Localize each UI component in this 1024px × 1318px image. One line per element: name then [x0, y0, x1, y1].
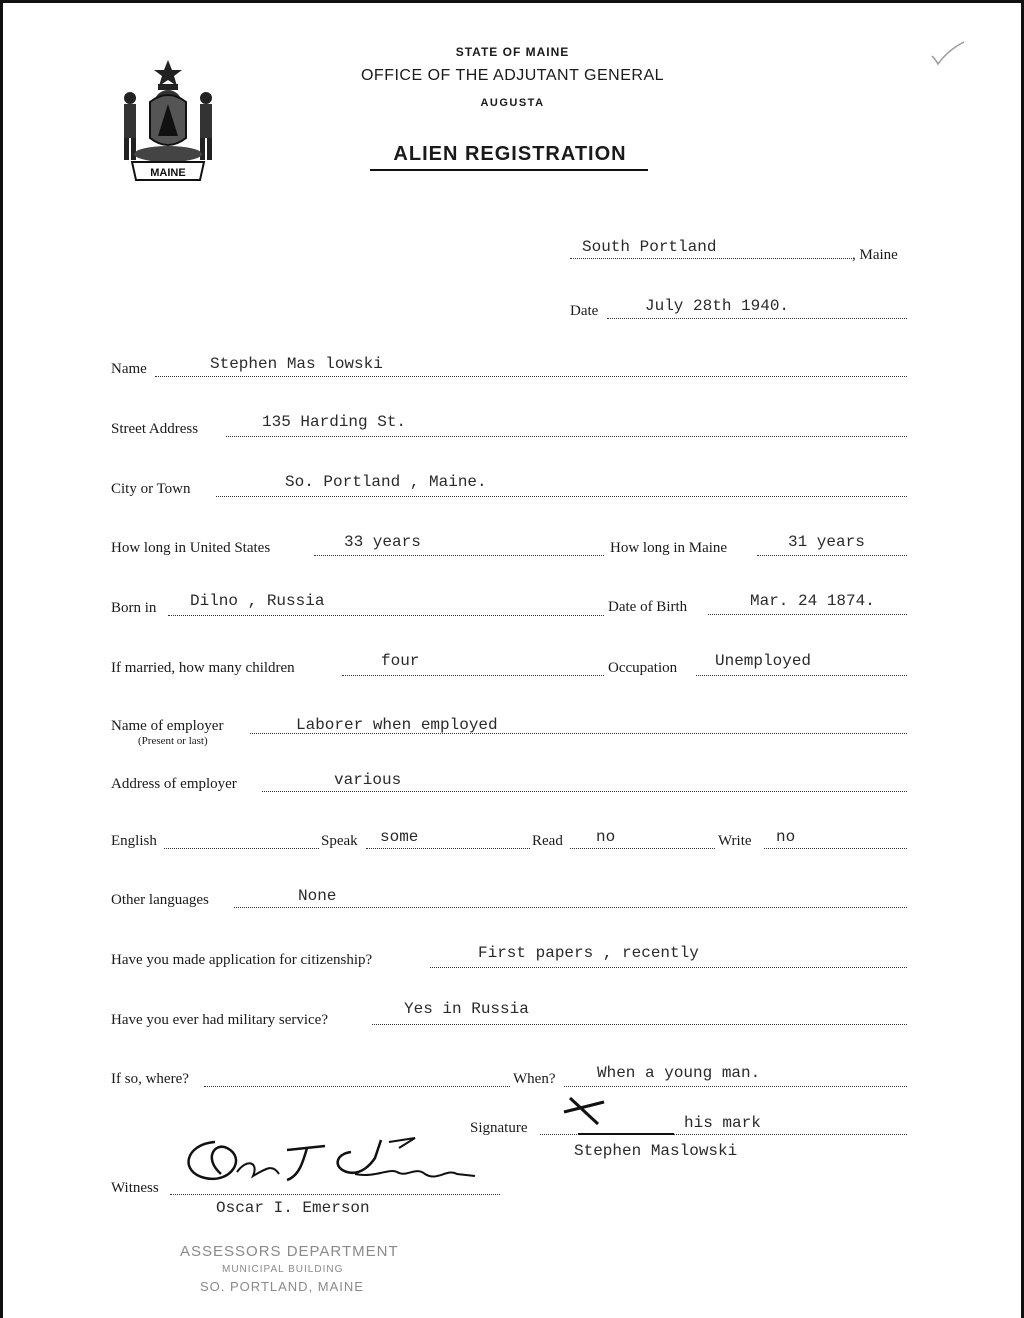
- employer-name-value[interactable]: Laborer when employed: [296, 716, 498, 734]
- street-address-line: [226, 436, 907, 437]
- date-line: [607, 318, 907, 319]
- street-address-value[interactable]: 135 Harding St.: [262, 413, 407, 431]
- signature-x-mark-icon[interactable]: [560, 1090, 610, 1130]
- write-label: Write: [718, 833, 752, 849]
- witness-name: Oscar I. Emerson: [216, 1199, 370, 1217]
- maine-state-seal-icon: [112, 58, 224, 186]
- other-languages-label: Other languages: [111, 892, 209, 908]
- children-label: If married, how many children: [111, 660, 295, 676]
- scan-border-left: [0, 0, 3, 1318]
- born-in-value[interactable]: Dilno , Russia: [190, 592, 325, 610]
- occupation-line: [696, 675, 907, 676]
- name-label: Name: [111, 361, 147, 377]
- occupation-value[interactable]: Unemployed: [715, 652, 812, 670]
- signature-mark-underline: [578, 1133, 674, 1135]
- write-line: [764, 848, 907, 849]
- check-mark-icon: [928, 38, 968, 68]
- city-line: [216, 496, 907, 497]
- when-label: When?: [513, 1071, 556, 1087]
- city-value[interactable]: So. Portland , Maine.: [285, 473, 487, 491]
- speak-value[interactable]: some: [380, 828, 419, 846]
- other-languages-line: [234, 907, 907, 908]
- stamp-line-1: ASSESSORS DEPARTMENT: [180, 1243, 399, 1260]
- location-state-label: , Maine: [852, 247, 898, 263]
- how-long-maine-label: How long in Maine: [610, 540, 728, 556]
- read-label: Read: [532, 833, 563, 849]
- born-in-line: [168, 615, 604, 616]
- date-of-birth-line: [708, 614, 907, 615]
- date-of-birth-label: Date of Birth: [608, 599, 688, 615]
- speak-label: Speak: [321, 833, 358, 849]
- location-line: [570, 258, 852, 259]
- how-long-maine-value[interactable]: 31 years: [788, 533, 865, 551]
- citizenship-line: [430, 967, 907, 968]
- where-line: [204, 1086, 510, 1087]
- english-line: [164, 848, 319, 849]
- employer-address-label: Address of employer: [111, 776, 237, 792]
- how-long-us-line: [314, 555, 604, 556]
- born-in-label: Born in: [111, 600, 157, 616]
- signature-name: Stephen Maslowski: [574, 1142, 738, 1160]
- form-title: ALIEN REGISTRATION: [393, 143, 627, 165]
- witness-signature-icon[interactable]: [175, 1128, 485, 1198]
- scan-border-top: [0, 0, 1024, 3]
- date-value[interactable]: July 28th 1940.: [645, 297, 790, 315]
- header-office: OFFICE OF THE ADJUTANT GENERAL: [360, 67, 665, 84]
- where-label: If so, where?: [111, 1071, 189, 1087]
- when-value[interactable]: When a young man.: [597, 1064, 761, 1082]
- date-label: Date: [570, 303, 599, 319]
- seal-banner-text: MAINE: [150, 167, 186, 179]
- date-of-birth-value[interactable]: Mar. 24 1874.: [750, 592, 875, 610]
- employer-name-label: Name of employer: [111, 718, 224, 734]
- children-value[interactable]: four: [381, 652, 420, 670]
- city-label: City or Town: [111, 481, 191, 497]
- signature-label: Signature: [470, 1120, 528, 1136]
- name-line: [155, 376, 907, 377]
- military-line: [372, 1024, 907, 1025]
- read-line: [570, 848, 715, 849]
- citizenship-label: Have you made application for citizenship?: [111, 952, 373, 968]
- stamp-line-2: MUNICIPAL BUILDING: [222, 1264, 344, 1275]
- other-languages-value[interactable]: None: [298, 887, 337, 905]
- occupation-label: Occupation: [608, 660, 678, 676]
- citizenship-value[interactable]: First papers , recently: [478, 944, 699, 962]
- witness-label: Witness: [111, 1180, 159, 1196]
- header-city: AUGUSTA: [480, 97, 545, 109]
- speak-line: [366, 848, 530, 849]
- military-value[interactable]: Yes in Russia: [404, 1000, 529, 1018]
- stamp-line-3: SO. PORTLAND, MAINE: [200, 1279, 364, 1294]
- read-value[interactable]: no: [596, 828, 616, 846]
- employer-name-sublabel: (Present or last): [138, 735, 208, 747]
- when-line: [564, 1086, 907, 1087]
- location-town-value[interactable]: South Portland: [582, 238, 717, 256]
- write-value[interactable]: no: [776, 828, 796, 846]
- street-address-label: Street Address: [111, 421, 199, 437]
- header-state: STATE OF MAINE: [455, 45, 570, 59]
- employer-address-value[interactable]: various: [334, 771, 402, 789]
- title-underline: [370, 169, 648, 171]
- how-long-maine-line: [757, 555, 907, 556]
- children-line: [342, 675, 604, 676]
- how-long-us-value[interactable]: 33 years: [344, 533, 421, 551]
- signature-mark-text[interactable]: his mark: [684, 1114, 761, 1132]
- name-value[interactable]: Stephen Mas lowski: [210, 355, 383, 373]
- military-label: Have you ever had military service?: [111, 1012, 328, 1028]
- english-label: English: [111, 833, 157, 849]
- how-long-us-label: How long in United States: [111, 540, 271, 556]
- employer-address-line: [262, 791, 907, 792]
